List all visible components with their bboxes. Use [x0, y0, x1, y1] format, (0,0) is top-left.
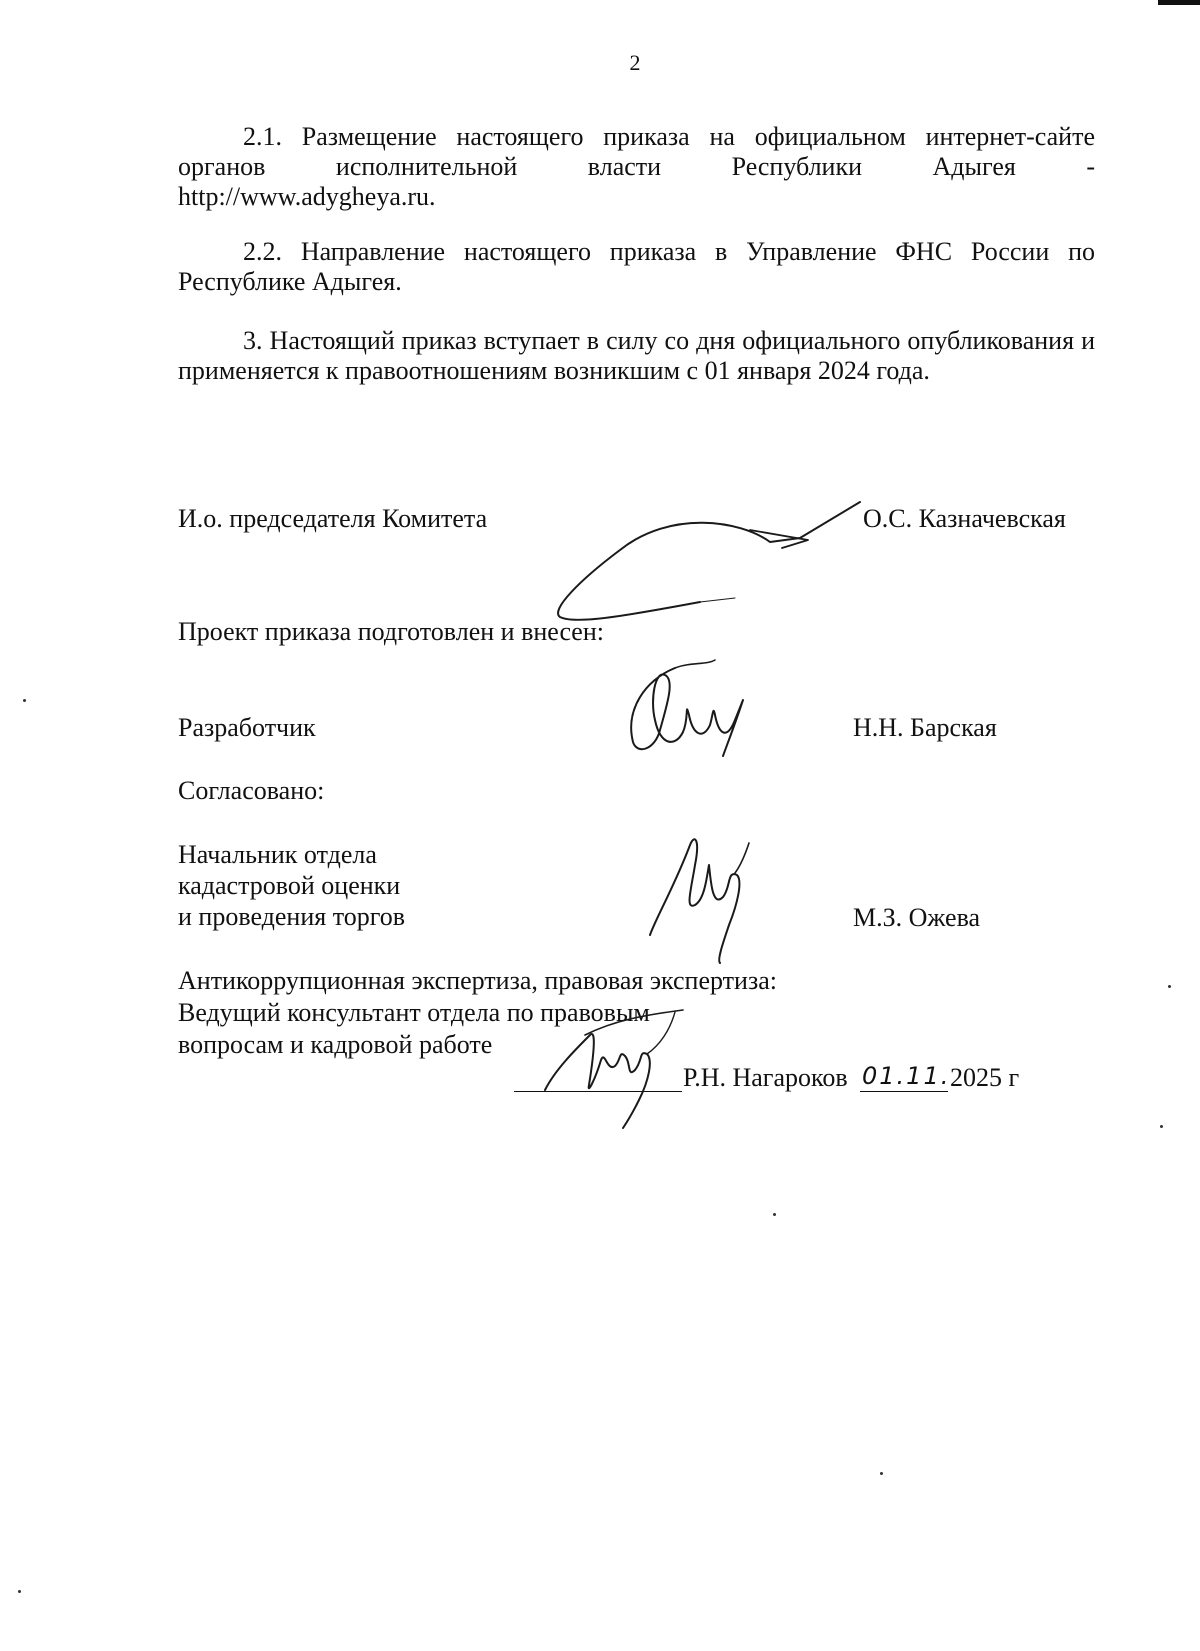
page-number: 2: [629, 50, 641, 75]
paragraph-2-1-line-2: органов исполнительной власти Республики Адыгея -: [178, 152, 1095, 181]
scan-speck: [1168, 985, 1171, 988]
expertise-role-line-2: вопросам и кадровой работе: [178, 1030, 493, 1059]
developer-role: Разработчик: [178, 713, 316, 742]
chair-title: И.о. председателя Комитета: [178, 504, 488, 533]
paragraph-2-2: 2.2. Направление настоящего приказа в Управление ФНС России по Республике Адыгея.: [178, 237, 1095, 296]
scan-speck: [18, 1590, 21, 1593]
expertise-role-line-1: Ведущий консультант отдела по правовым: [178, 998, 650, 1027]
handwritten-date: 01.11.: [862, 1062, 951, 1090]
scan-speck: [23, 699, 26, 702]
developer-name: Н.Н. Барская: [853, 713, 997, 742]
agreed-name: М.З. Ожева: [853, 903, 981, 932]
agreed-role-line-1: Начальник отдела: [178, 840, 377, 869]
paragraph-2-1-line-3: http://www.adygheya.ru.: [178, 182, 436, 211]
expertise-year: 2025 г: [950, 1063, 1020, 1092]
paragraph-3: 3. Настоящий приказ вступает в силу со дня официального опубликования и применяется к правоотношениям возникшим с 01 января 2024 года.: [178, 326, 1095, 385]
paragraph-2-1-line-1: 2.1. Размещение настоящего приказа на официальном интернет-сайте: [243, 122, 1095, 151]
agreed-signature-icon: [645, 825, 765, 965]
agreed-role-line-3: и проведения торгов: [178, 902, 406, 931]
date-underline: [860, 1091, 948, 1092]
scan-speck: [1160, 1125, 1163, 1128]
agreed-role-line-2: кадастровой оценки: [178, 871, 401, 900]
paragraph-2-1: [178, 122, 1095, 212]
expertise-name: Р.Н. Нагароков: [683, 1063, 848, 1092]
scan-edge-mark: [1158, 0, 1200, 5]
scan-speck: [880, 1472, 883, 1475]
scan-speck: [773, 1213, 776, 1216]
chair-name: О.С. Казначевская: [863, 504, 1066, 533]
chair-signature-icon: [550, 490, 910, 630]
agreed-heading: Согласовано:: [178, 776, 325, 805]
expertise-signature-icon: [535, 1000, 695, 1130]
developer-signature-icon: [615, 660, 765, 760]
prepared-heading: Проект приказа подготовлен и внесен:: [178, 617, 604, 646]
expertise-heading: Антикоррупционная экспертиза, правовая экспертиза:: [178, 966, 777, 995]
